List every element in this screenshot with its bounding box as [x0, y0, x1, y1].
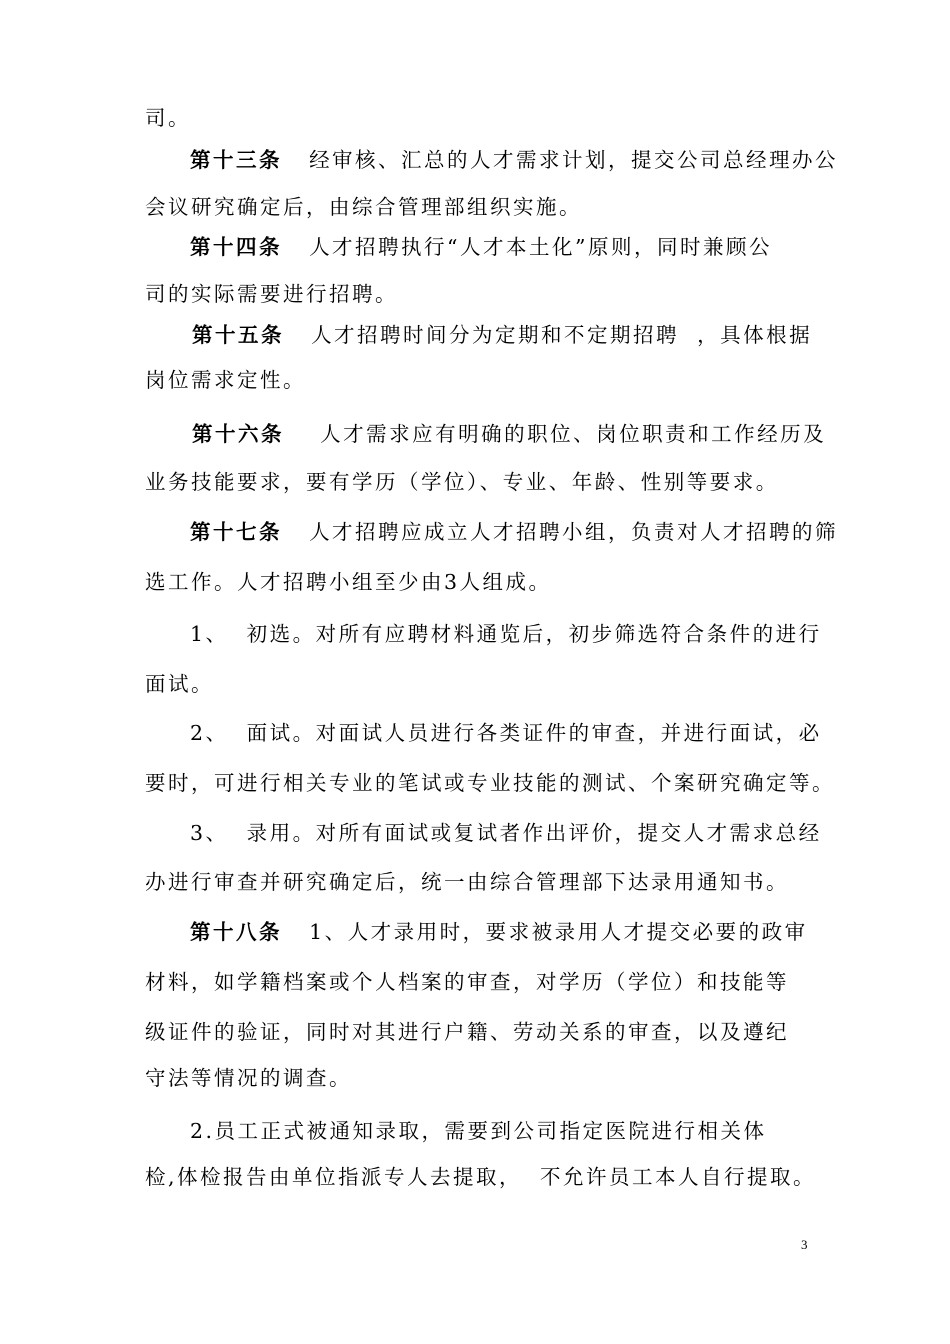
article-15-line	[192, 321, 812, 349]
text-line: 岗位需求定性。	[145, 368, 306, 392]
article-16-line	[192, 420, 826, 448]
article-heading: 第十五条	[192, 323, 284, 347]
article-text: 经审核、汇总的人才需求计划，提交公司总经理办公	[309, 148, 839, 172]
list-item-text: 3、 录用。对所有面试或复试者作出评价，提交人才需求总经	[190, 821, 822, 845]
article-text: 人才招聘应成立人才招聘小组，负责对人才招聘的筛	[309, 520, 839, 544]
article-heading: 第十七条	[190, 520, 282, 544]
article-text: 人才需求应有明确的职位、岗位职责和工作经历及	[320, 422, 827, 446]
article-heading: 第十三条	[190, 148, 282, 172]
article-13-line	[190, 146, 838, 174]
text-line: 会议研究确定后，由综合管理部组织实施。	[145, 195, 582, 219]
text-line: 办进行审查并研究确定后，统一由综合管理部下达录用通知书。	[145, 870, 789, 894]
text-line: 检,体检报告由单位指派专人去提取， 不允许员工本人自行提取。	[145, 1165, 817, 1189]
article-heading: 第十六条	[192, 422, 284, 446]
text-line: 司的实际需要进行招聘。	[145, 282, 398, 306]
article-14-line	[190, 233, 772, 261]
list-item-text: 1、 初选。对所有应聘材料通览后，初步筛选符合条件的进行	[190, 622, 822, 646]
text-line: 材料，如学籍档案或个人档案的审查，对学历（学位）和技能等	[145, 970, 789, 994]
text-line: 守法等情况的调查。	[145, 1066, 352, 1090]
article-heading: 第十四条	[190, 235, 282, 259]
text-line: 级证件的验证，同时对其进行户籍、劳动关系的审查，以及遵纪	[145, 1020, 789, 1044]
list-item-text: 2、 面试。对面试人员进行各类证件的审查，并进行面试，必	[190, 721, 822, 745]
list-item-text: 2.员工正式被通知录取，需要到公司指定医院进行相关体	[190, 1119, 767, 1143]
article-text: 1、人才录用时，要求被录用人才提交必要的政审	[309, 920, 808, 944]
text-line: 业务技能要求，要有学历（学位）、专业、年龄、性别等要求。	[145, 470, 779, 494]
text-line: 面试。	[145, 672, 214, 696]
article-text: 人才招聘时间分为定期和不定期招聘 ，具体根据	[311, 323, 813, 347]
article-text: 人才招聘执行“人才本土化”原则，同时兼顾公	[309, 235, 773, 259]
text-line: 选工作。人才招聘小组至少由3人组成。	[145, 570, 552, 594]
page-number: 3	[801, 1237, 808, 1252]
text-line: 司。	[145, 106, 191, 130]
article-heading: 第十八条	[190, 920, 282, 944]
text-line: 要时，可进行相关专业的笔试或专业技能的测试、个案研究确定等。	[145, 771, 835, 795]
article-17-line	[190, 518, 838, 546]
article-18-line	[190, 918, 808, 946]
